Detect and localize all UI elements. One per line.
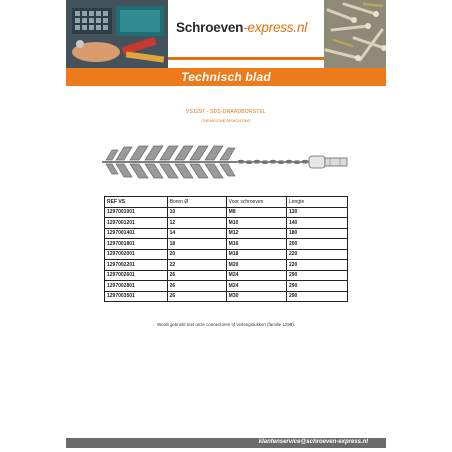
product-title: VS1297 - SDS-DRAADBORSTEL xyxy=(185,109,267,115)
cell-ref: 1297001201 xyxy=(105,218,168,229)
table-row xyxy=(105,228,348,239)
table-row xyxy=(105,260,348,271)
cell-boren: 26 xyxy=(167,270,226,281)
col-header-ref: REF VS xyxy=(105,197,168,208)
col-header-boren: Boren Ø xyxy=(167,197,226,208)
screws-photo xyxy=(324,0,386,68)
workshop-photo xyxy=(66,0,168,68)
cell-boren: 12 xyxy=(167,218,226,229)
logo-ext-text: -express.nl xyxy=(243,20,308,35)
table-header-row xyxy=(105,197,348,208)
table-row xyxy=(105,281,348,292)
title-banner xyxy=(66,68,386,86)
cell-boren: 26 xyxy=(167,291,226,302)
table-row xyxy=(105,249,348,260)
cell-lengte: 290 xyxy=(286,291,347,302)
logo-underline xyxy=(168,57,324,60)
cell-schroeven: M24 xyxy=(226,270,286,281)
cell-schroeven: M10 xyxy=(226,218,286,229)
cell-lengte: 290 xyxy=(286,281,347,292)
col-header-lengte: Lengte xyxy=(286,197,347,208)
footer-bar xyxy=(66,438,386,448)
cell-ref: 1297002601 xyxy=(105,270,168,281)
col-header-schroeven: Voor schroeven xyxy=(226,197,286,208)
cell-lengte: 220 xyxy=(286,260,347,271)
table-row xyxy=(105,218,348,229)
cell-schroeven: M12 xyxy=(226,228,286,239)
cell-ref: 1297001801 xyxy=(105,239,168,250)
cell-boren: 20 xyxy=(167,249,226,260)
table-row xyxy=(105,239,348,250)
cell-schroeven: M16 xyxy=(226,239,286,250)
technical-sheet-page xyxy=(66,0,386,452)
cell-schroeven: M18 xyxy=(226,249,286,260)
footer-email-link[interactable]: klantenservice@schroeven-express.nl xyxy=(258,439,368,445)
logo[interactable] xyxy=(176,20,307,35)
footnote: Wordt gebruikt met onze connectoren of verlengstukken (familie 1298). xyxy=(157,322,295,327)
cell-ref: 1297002801 xyxy=(105,281,168,292)
brush-illustration xyxy=(102,142,352,182)
logo-block xyxy=(168,0,324,68)
table-row xyxy=(105,291,348,302)
cell-ref: 1297001001 xyxy=(105,207,168,218)
cell-boren: 18 xyxy=(167,239,226,250)
cell-schroeven: M24 xyxy=(226,281,286,292)
table-row xyxy=(105,270,348,281)
cell-boren: 14 xyxy=(167,228,226,239)
banner-title: Technisch blad xyxy=(181,70,271,84)
cell-boren: 22 xyxy=(167,260,226,271)
cell-ref: 1297002001 xyxy=(105,249,168,260)
cell-boren: 26 xyxy=(167,281,226,292)
cell-schroeven: M30 xyxy=(226,291,286,302)
cell-lengte: 220 xyxy=(286,249,347,260)
logo-main-text: Schroeven xyxy=(176,20,244,35)
cell-lengte: 130 xyxy=(286,207,347,218)
cell-schroeven: M20 xyxy=(226,260,286,271)
spec-table xyxy=(104,196,348,302)
cell-lengte: 140 xyxy=(286,218,347,229)
cell-lengte: 180 xyxy=(286,228,347,239)
cell-ref: 1297003501 xyxy=(105,291,168,302)
header xyxy=(66,0,386,68)
cell-ref: 1297001401 xyxy=(105,228,168,239)
cell-lengte: 200 xyxy=(286,239,347,250)
cell-ref: 1297002201 xyxy=(105,260,168,271)
cell-boren: 10 xyxy=(167,207,226,218)
cell-schroeven: M8 xyxy=(226,207,286,218)
cell-lengte: 290 xyxy=(286,270,347,281)
table-row xyxy=(105,207,348,218)
product-subtitle: CHEMISCHE AFDICHTING xyxy=(201,118,251,123)
